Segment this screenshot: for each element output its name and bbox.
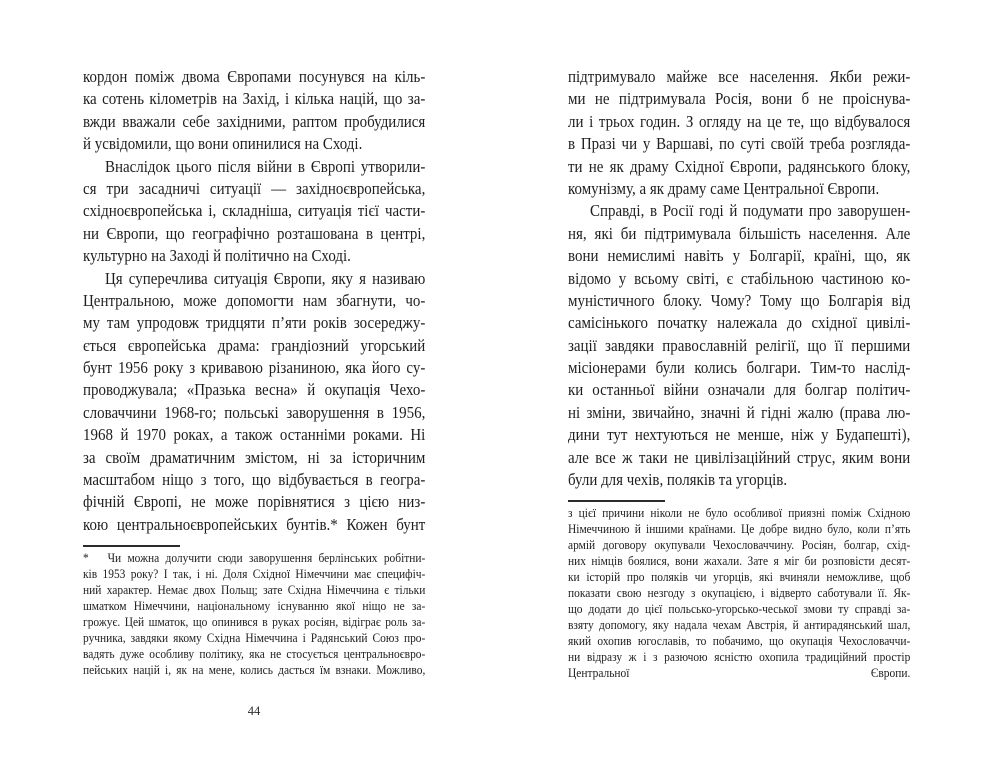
text-line: ки історій про поляків чи угорців, які вчиняли неможливе, щоб xyxy=(568,568,911,584)
text-line: й усвідомили, що вони опинилися на Сході. xyxy=(83,134,363,154)
text-line: проводжувала; «Празька весна» й окупація Чехо- xyxy=(83,380,426,400)
text-line: Німеччиною й іншими країнами. Це добре видно було, коли п’ять xyxy=(568,520,911,536)
text-line: бунт 1956 року з кривавою різаниною, яка його су- xyxy=(83,358,426,378)
text-line: ни відразу ж і з разючою ясністю охопила традиційний простір xyxy=(568,648,911,664)
text-line: шматком Німеччини, національному існуванню якої ніщо не за- xyxy=(83,597,426,613)
left-footnote-rule xyxy=(83,545,180,547)
text-line: пейських націй і, як на мене, колись дасться їм взнаки. Можливо, xyxy=(83,661,426,677)
text-line: них німців боялися, вони жахали. Зате я міг би розповісти десят- xyxy=(568,552,911,568)
text-line: східноєвропейська і, складніша, ситуація тієї части- xyxy=(83,201,426,221)
text-line: але все ж таки не цивілізаційний струс, яким вони xyxy=(568,447,911,467)
text-line: грожує. Цей шматок, що опинився в руках росіян, відіграє роль за- xyxy=(83,613,426,629)
text-line: Справді, в Росії годі й подумати про заворушен- xyxy=(590,201,911,221)
left-main-text xyxy=(83,66,425,536)
text-line: масштабом ніщо з того, що відбувається в геогра- xyxy=(83,470,426,490)
text-line: взяту допомогу, яку надала чехам Австрія, й антирадянський шал, xyxy=(568,616,911,632)
left-page xyxy=(83,66,426,718)
text-line: відомо у всьому світі, є стабільною частиною ко- xyxy=(568,268,911,288)
text-line: дини тут нехтуються не менше, ніж у Будапешті), xyxy=(568,425,911,445)
text-line: за своїм драматичним змістом, ні за історичним xyxy=(83,447,426,467)
right-page xyxy=(568,66,910,681)
text-line: культурно на Заході й політично на Сході. xyxy=(83,246,351,266)
text-line: 1968 й 1970 роках, а також останніми роками. Ні xyxy=(83,425,426,445)
text-line: в Празі чи у Варшаві, по суті своїй треба розгляда- xyxy=(568,134,911,154)
text-line: словаччини 1968-го; польські заворушення в 1956, xyxy=(83,402,426,422)
text-line: * Чи можна долучити сюди заворушення берлінських робітни- xyxy=(83,549,426,565)
text-line: з цієї причини ніколи не було особливої приязні поміж Східною xyxy=(568,504,911,520)
left-footnote xyxy=(83,550,425,678)
text-line: Центральною, може допомогти нам збагнути, чо- xyxy=(83,290,426,310)
text-line: кою центральноєвропейських бунтів.* Кожен бунт xyxy=(83,514,426,534)
text-line: підтримувало майже все населення. Якби режи- xyxy=(568,67,911,86)
text-line: ти не як драму Східної Європи, радянського блоку, xyxy=(568,156,911,176)
text-line: були для чехів, поляків та угорців. xyxy=(568,470,788,490)
text-line: ли і трьох годин. З огляду на це те, що відбувалося xyxy=(568,111,911,131)
right-footnote-rule xyxy=(568,500,665,502)
text-line: муністичного блоку. Чому? Тому що Болгарія від xyxy=(568,290,911,310)
text-line: кордон поміж двома Європами посунувся на кіль- xyxy=(83,67,426,86)
text-line: му там упродовж тридцяти п’яти років зосереджу- xyxy=(83,313,426,333)
text-line: ків 1953 року? І так, і ні. Доля Східної Німеччини має специфіч- xyxy=(83,565,426,581)
text-line: вжди вважали себе західними, раптом пробудилися xyxy=(83,111,426,131)
text-line: ся три засадничі ситуації — західноєвропейська, xyxy=(83,178,426,198)
text-line: який охопив югославів, то побачимо, що окупація Чехословаччи- xyxy=(568,632,911,648)
text-line: фічній Європі, не може порівнятися з цією низ- xyxy=(83,492,426,512)
text-line: ний характер. Немає двох Польщ; зате Східна Німеччина є тільки xyxy=(83,581,426,597)
text-line: комунізму, а як драму саме Центральної Європи. xyxy=(568,178,880,198)
text-line: ки останньої війни означали для болгар політич- xyxy=(568,380,911,400)
text-line: Внаслідок цього після війни в Європі утворили- xyxy=(105,156,426,176)
text-line: що додати до цієї польсько-угорсько-чеської змови ту справді за- xyxy=(568,600,911,616)
text-line: армій договору окупували Чехословаччину. Росіян, болгар, схід- xyxy=(568,536,911,552)
text-line: ється європейська драма: грандіозний угорський xyxy=(83,335,426,355)
text-line: показати свою незгоду з окупацією, і відверто саботували її. Як- xyxy=(568,584,911,600)
text-line: зації завдяки православній релігії, що її першими xyxy=(568,335,911,355)
text-line: ни Європи, що географічно розташована в центрі, xyxy=(83,223,426,243)
text-line: ка сотень кілометрів на Захід, і кілька націй, що за- xyxy=(83,89,426,109)
right-footnote xyxy=(568,505,910,681)
text-line: Ця суперечлива ситуація Європи, яку я називаю xyxy=(105,268,426,288)
text-line: вони немислимі навіть у Болгарії, країні, що, як xyxy=(568,246,911,266)
text-line: вадять дуже особливу політику, яка не стосується центральноєвро- xyxy=(83,645,426,661)
text-line: ня, які би підтримувала більшість населення. Але xyxy=(568,223,911,243)
text-line: самісінького початку належала до східної цивілі- xyxy=(568,313,911,333)
text-line: ми не підтримувала Росія, вони б не проіснува- xyxy=(568,89,911,109)
right-main-text xyxy=(568,66,910,491)
text-line: ні зміни, звичайно, значні й гідні жалю (права лю- xyxy=(568,402,911,422)
text-line: місіонерами були колись болгари. Тим-то наслід- xyxy=(568,358,911,378)
text-line: ручника, завдяки якому Східна Німеччина і Радянський Союз про- xyxy=(83,629,426,645)
page-number: 44 xyxy=(247,704,261,718)
text-line: Центральної Європи. xyxy=(568,664,911,680)
